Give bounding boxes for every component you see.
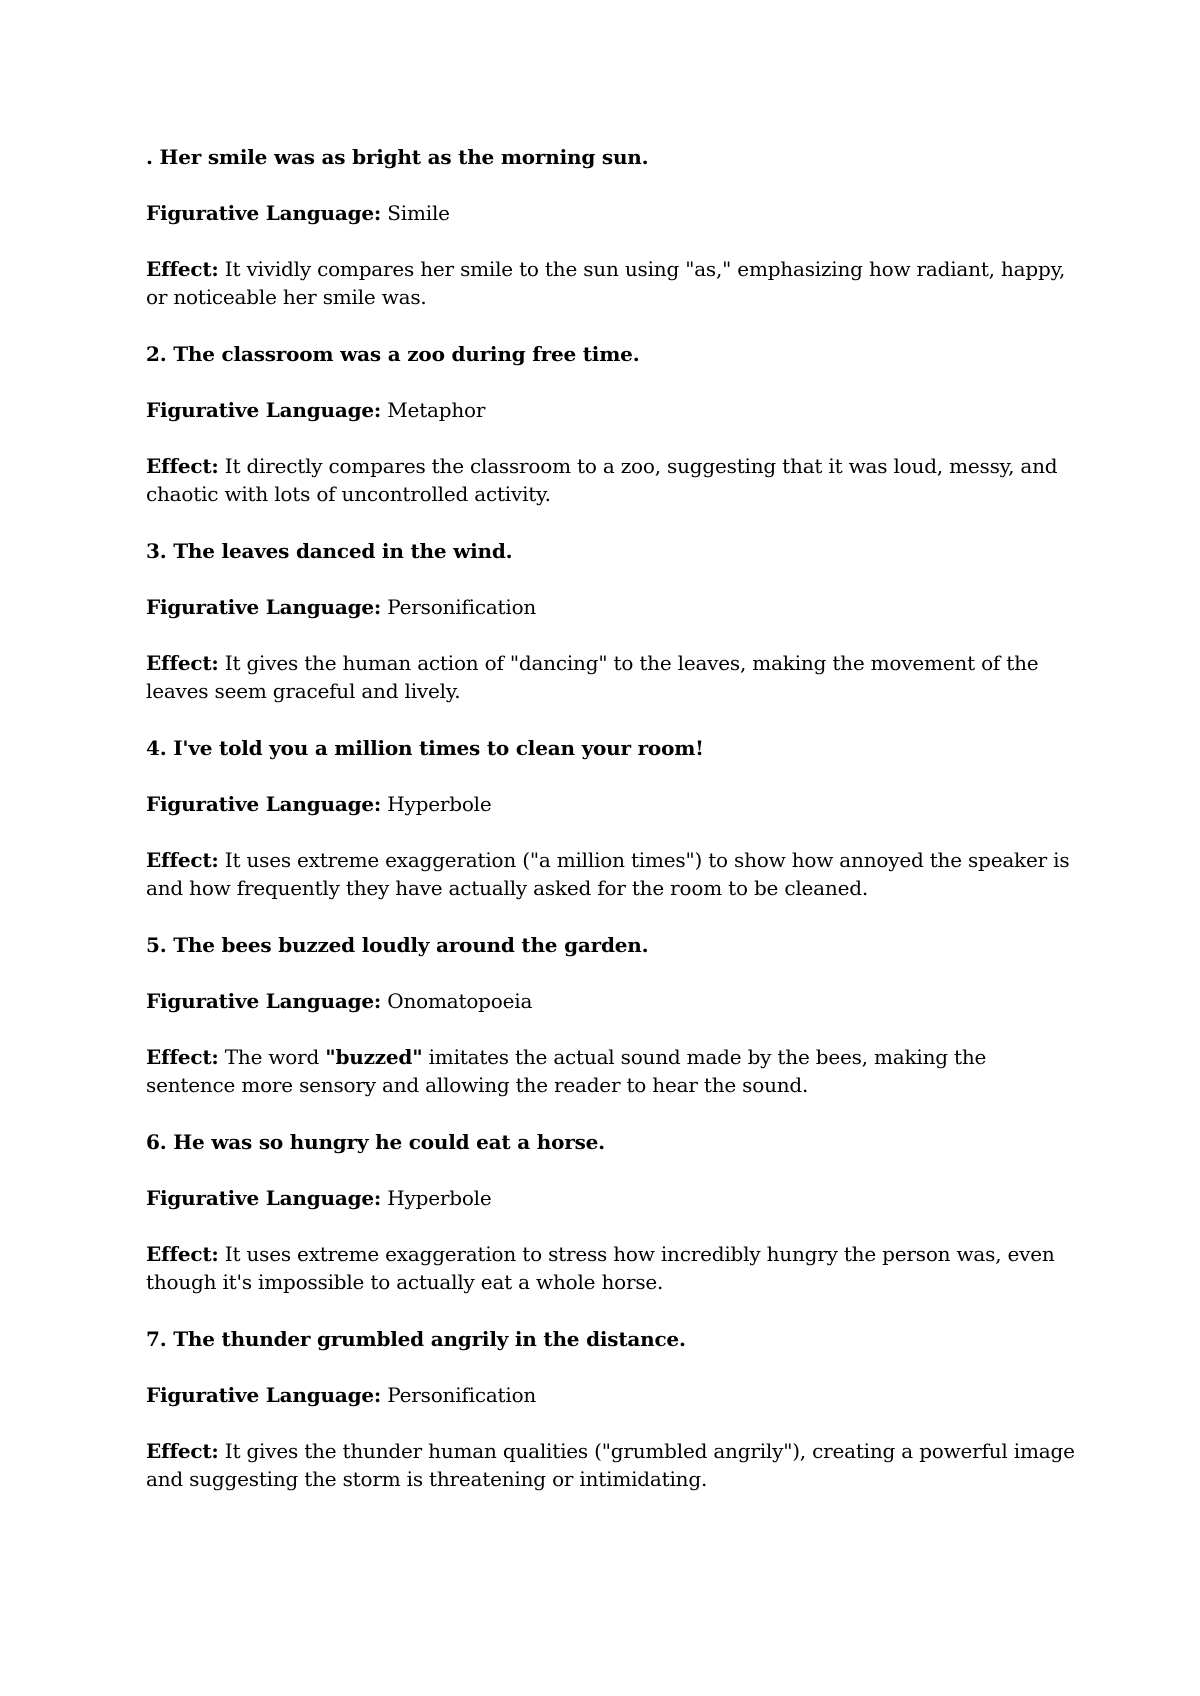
figurative-language-label: Figurative Language: bbox=[146, 398, 382, 422]
figurative-language-value: Metaphor bbox=[387, 398, 486, 422]
effect-text: It uses extreme exaggeration to stress how incredibly hungry the person was, even though it's impossible to actually eat a whole horse. bbox=[146, 1242, 1055, 1294]
effect-label: Effect: bbox=[146, 1439, 219, 1463]
figurative-language-label: Figurative Language: bbox=[146, 201, 382, 225]
figurative-language-line bbox=[146, 790, 1076, 818]
entry-3 bbox=[146, 537, 1076, 705]
effect-text: It uses extreme exaggeration ("a million times") to show how annoyed the speaker is and how frequently they have actually asked for the room to be cleaned. bbox=[146, 848, 1070, 900]
figurative-language-label: Figurative Language: bbox=[146, 989, 382, 1013]
figurative-language-value: Hyperbole bbox=[387, 792, 492, 816]
effect-text-after: imitates the actual sound made by the bees, making the sentence more sensory and allowing the reader to hear the sound. bbox=[146, 1045, 987, 1097]
effect-line bbox=[146, 846, 1076, 902]
document-body bbox=[146, 143, 1076, 1493]
figurative-language-line bbox=[146, 987, 1076, 1015]
figurative-language-line bbox=[146, 199, 1076, 227]
figurative-language-line bbox=[146, 1381, 1076, 1409]
effect-label: Effect: bbox=[146, 848, 219, 872]
entry-1 bbox=[146, 143, 1076, 311]
effect-text: It gives the thunder human qualities ("grumbled angrily"), creating a powerful image and suggesting the storm is threatening or intimidating. bbox=[146, 1439, 1075, 1491]
entry-7 bbox=[146, 1325, 1076, 1493]
effect-label: Effect: bbox=[146, 257, 219, 281]
effect-line bbox=[146, 1043, 1076, 1099]
effect-label: Effect: bbox=[146, 1045, 219, 1069]
effect-text: It gives the human action of "dancing" to the leaves, making the movement of the leaves seem graceful and lively. bbox=[146, 651, 1039, 703]
effect-line bbox=[146, 1437, 1076, 1493]
figurative-language-value: Personification bbox=[387, 1383, 537, 1407]
effect-label: Effect: bbox=[146, 454, 219, 478]
figurative-language-label: Figurative Language: bbox=[146, 1383, 382, 1407]
entry-5 bbox=[146, 931, 1076, 1099]
figurative-language-line bbox=[146, 396, 1076, 424]
effect-line bbox=[146, 452, 1076, 508]
figurative-language-label: Figurative Language: bbox=[146, 595, 382, 619]
figurative-language-value: Simile bbox=[387, 201, 450, 225]
effect-emphasized-word: "buzzed" bbox=[325, 1045, 423, 1069]
entry-2 bbox=[146, 340, 1076, 508]
effect-line bbox=[146, 255, 1076, 311]
figurative-language-value: Personification bbox=[387, 595, 537, 619]
effect-text-before: The word bbox=[224, 1045, 326, 1069]
figurative-language-value: Hyperbole bbox=[387, 1186, 492, 1210]
entry-sentence: 6. He was so hungry he could eat a horse. bbox=[146, 1130, 605, 1154]
effect-text: It vividly compares her smile to the sun using "as," emphasizing how radiant, happy, or noticeable her smile was. bbox=[146, 257, 1066, 309]
entry-sentence: 7. The thunder grumbled angrily in the distance. bbox=[146, 1327, 686, 1351]
entry-4 bbox=[146, 734, 1076, 902]
entry-sentence: 3. The leaves danced in the wind. bbox=[146, 539, 513, 563]
effect-label: Effect: bbox=[146, 1242, 219, 1266]
figurative-language-line bbox=[146, 593, 1076, 621]
entry-sentence: 4. I've told you a million times to clean your room! bbox=[146, 736, 704, 760]
entry-6 bbox=[146, 1128, 1076, 1296]
entry-sentence: 5. The bees buzzed loudly around the garden. bbox=[146, 933, 649, 957]
figurative-language-line bbox=[146, 1184, 1076, 1212]
effect-text: It directly compares the classroom to a zoo, suggesting that it was loud, messy, and chaotic with lots of uncontrolled activity. bbox=[146, 454, 1058, 506]
effect-line bbox=[146, 649, 1076, 705]
entry-sentence: . Her smile was as bright as the morning sun. bbox=[146, 145, 649, 169]
effect-label: Effect: bbox=[146, 651, 219, 675]
figurative-language-label: Figurative Language: bbox=[146, 1186, 382, 1210]
figurative-language-value: Onomatopoeia bbox=[387, 989, 533, 1013]
figurative-language-label: Figurative Language: bbox=[146, 792, 382, 816]
effect-line bbox=[146, 1240, 1076, 1296]
entry-sentence: 2. The classroom was a zoo during free time. bbox=[146, 342, 640, 366]
